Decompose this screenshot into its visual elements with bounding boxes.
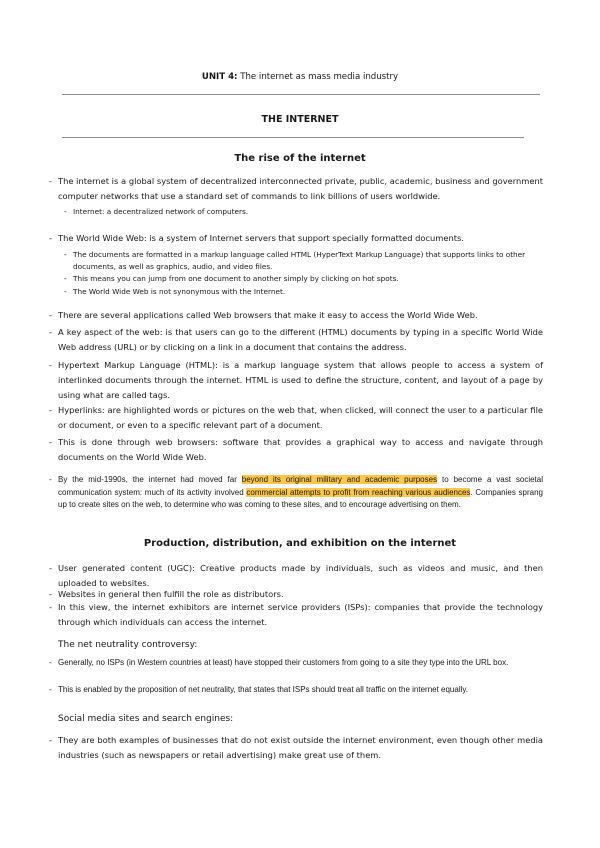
- mid1990s-text-1: By the mid-1990s, the internet had moved far: [58, 475, 242, 484]
- unit-title: The internet as mass media industry: [240, 72, 399, 82]
- section-heading-rise: The rise of the internet: [234, 153, 366, 164]
- bullet-isps: - In this view, the internet exhibitors are internet service providers (ISPs): companies that provide the technology through which individuals can access the internet.: [49, 602, 543, 627]
- paragraph-internet-definition: - The internet is a global system of decentralized interconnected private, public, academic, business and government computer networks that use a standard set of commands to link billions of users worldwide.: [49, 176, 543, 201]
- bullet-text: This is enabled by the proposition of net neutrality, that states that ISPs should treat all traffic on the internet equally.: [58, 685, 469, 694]
- unit-label: UNIT 4:: [201, 72, 238, 82]
- bullet-text: There are several applications called Web browsers that make it easy to access the World Wide Web.: [58, 310, 478, 320]
- bullet-net-neutrality-proposition: - This is enabled by the proposition of net neutrality, that states that ISPs should treat all traffic on the internet equally.: [49, 685, 469, 694]
- title-divider: [62, 137, 524, 138]
- bullet-ugc: - User generated content (UGC): Creative products made by individuals, such as videos and music, and then uploaded to websites.: [49, 563, 543, 588]
- mid1990s-text-3: . Companies sprang up to create sites on the web, to determine who was coming to these sites, and to encourage advertising on them.: [58, 487, 544, 509]
- sub-bullet-www-html: - The documents are formatted in a markup language called HTML (HyperText Markup Language) that supports links to other documents, as well as graphics, audio, and video files.: [64, 250, 526, 271]
- paragraph-www-definition: - The World Wide Web: is a system of Internet servers that support specially formatted documents.: [49, 233, 464, 243]
- bullet-websites-distributors: - Websites in general then fulfill the role as distributors.: [49, 589, 284, 599]
- bullet-hyperlinks: - Hyperlinks: are highlighted words or pictures on the web that, when clicked, will connect the user to a particular file or document, or even to a specific relevant part of a document.: [49, 405, 543, 430]
- bullet-text: They are both examples of businesses that do not exist outside the internet environment, even though other media industries (such as newspapers or retail advertising) make great use of them.: [58, 735, 543, 760]
- sub-bullet-www-synonymous: - The World Wide Web is not synonymous with the Internet.: [64, 287, 286, 296]
- bullet-no-isps-stopped: - Generally, no ISPs (in Western countries at least) have stopped their customers from going to a site they type into the URL box.: [49, 658, 509, 667]
- internet-sub-text: Internet: a decentralized network of computers.: [73, 207, 249, 216]
- sub-bullet-www-jump: - This means you can jump from one document to another simply by clicking on hot spots.: [64, 274, 399, 283]
- www-sub-text: The World Wide Web is not synonymous with the Internet.: [73, 287, 286, 296]
- bullet-text: Hypertext Markup Language (HTML): is a markup language system that allows people to access a system of interlinked documents through the internet. HTML is used to define the structure, content, and layout of a page by using what are called tags.: [58, 360, 543, 400]
- mid1990s-text-2: to become a vast societal communication system: much of its activity involved: [58, 475, 544, 497]
- paragraph-mid-1990s: - By the mid-1990s, the internet had moved far beyond its original military and academic purposes to become a vast societal communication system: much of its activity involved commercial attempts to profit from reaching various audiences. Companies sprang up to create sites on the web, to determine who was coming to these sites, and to encourage advertising on them.: [49, 475, 544, 509]
- www-sub-text: This means you can jump from one document to another simply by clicking on hot spots.: [73, 274, 399, 283]
- bullet-text: User generated content (UGC): Creative products made by individuals, such as videos and music, and then uploaded to websites.: [58, 563, 543, 588]
- unit-header: [0, 72, 600, 82]
- bullet-text: Websites in general then fulfill the role as distributors.: [58, 589, 284, 599]
- www-definition-text: The World Wide Web: is a system of Internet servers that support specially formatted documents.: [58, 233, 464, 243]
- bullet-text: Generally, no ISPs (in Western countries at least) have stopped their customers from going to a site they type into the URL box.: [58, 658, 509, 667]
- bullet-social-media-businesses: - They are both examples of businesses that do not exist outside the internet environment, even though other media industries (such as newspapers or retail advertising) make great use of them.: [49, 735, 543, 760]
- sub-bullet-internet: - Internet: a decentralized network of computers.: [64, 207, 249, 216]
- bullet-text: Hyperlinks: are highlighted words or pictures on the web that, when clicked, will connect the user to a particular file or document, or even to a specific relevant part of a document.: [58, 405, 543, 430]
- subheading-net-neutrality: The net neutrality controversy:: [58, 640, 198, 650]
- bullet-text: In this view, the internet exhibitors are internet service providers (ISPs): companies that provide the technology through which individuals can access the internet.: [58, 602, 543, 627]
- bullet-key-aspect: - A key aspect of the web: is that users can go to the different (HTML) documents by typing in a specific World Wide Web address (URL) or by clicking on a link in a document that contains the address.: [49, 327, 543, 352]
- highlight-military-academic: beyond its original military and academic purposes: [241, 475, 438, 484]
- bullet-text: A key aspect of the web: is that users can go to the different (HTML) documents by typing in a specific World Wide Web address (URL) or by clicking on a link in a document that contains the address.: [58, 327, 543, 352]
- bullet-html: - Hypertext Markup Language (HTML): is a markup language system that allows people to access a system of interlinked documents through the internet. HTML is used to define the structure, content, and layout of a page by using what are called tags.: [49, 360, 543, 400]
- www-sub-text: The documents are formatted in a markup language called HTML (HyperText Markup Language) that supports links to other documents, as well as graphics, audio, and video files.: [73, 250, 526, 271]
- section-heading-production: Production, distribution, and exhibition on the internet: [143, 538, 457, 549]
- highlight-commercial-attempts: commercial attempts to profit from reaching various audiences: [246, 487, 471, 497]
- header-divider: [62, 94, 540, 95]
- bullet-text: This is done through web browsers: software that provides a graphical way to access and navigate through documents on the World Wide Web.: [58, 437, 543, 462]
- page-title: THE INTERNET: [261, 114, 339, 125]
- internet-definition-text: The internet is a global system of decentralized interconnected private, public, academic, business and government computer networks that use a standard set of commands to link billions of users worldwide.: [58, 176, 543, 201]
- subheading-social-media: Social media sites and search engines:: [58, 714, 234, 724]
- bullet-web-browsers: - There are several applications called Web browsers that make it easy to access the World Wide Web.: [49, 310, 478, 320]
- bullet-web-browsers-software: - This is done through web browsers: software that provides a graphical way to access and navigate through documents on the World Wide Web.: [49, 437, 543, 462]
